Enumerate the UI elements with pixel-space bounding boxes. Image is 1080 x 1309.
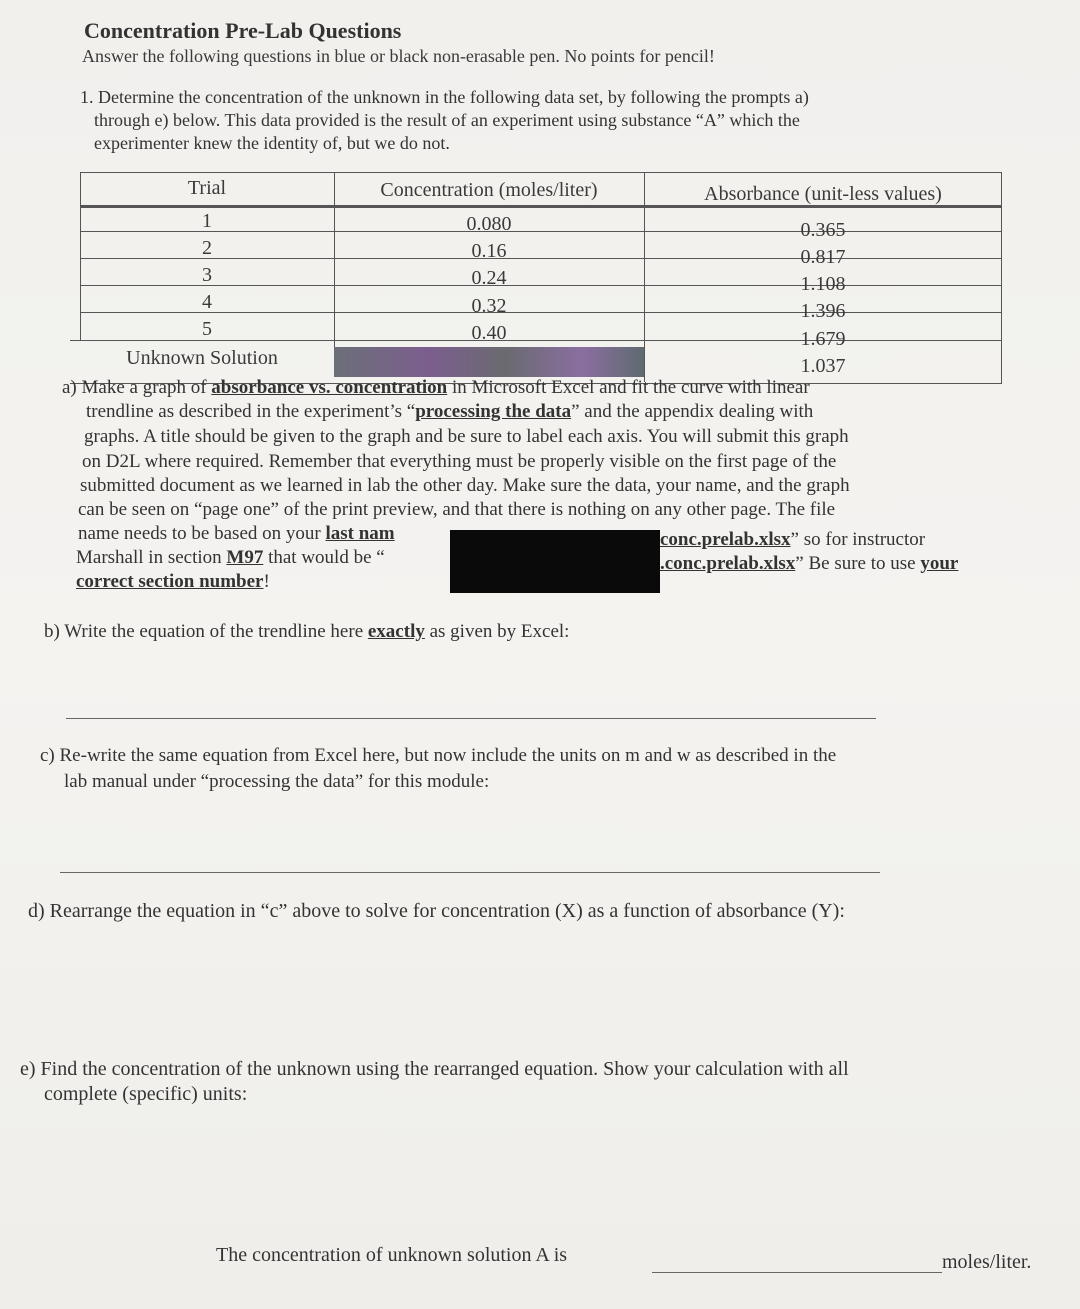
part-c-answer-line[interactable] xyxy=(60,872,880,873)
part-a-line-6: can be seen on “page one” of the print preview, and that there is nothing on any other page. The file xyxy=(78,499,836,520)
trial-cell: 2 xyxy=(202,237,212,259)
trial-cell: 4 xyxy=(202,291,212,313)
final-answer-label: The concentration of unknown solution A is xyxy=(216,1244,568,1266)
part-b-answer-line[interactable] xyxy=(66,718,876,719)
concentration-cell: 0.080 xyxy=(466,213,512,235)
instructions: Answer the following questions in blue or black non-erasable pen. No points for pencil! xyxy=(82,46,715,66)
final-answer-line[interactable] xyxy=(652,1272,942,1273)
absorbance-cell: 0.365 xyxy=(800,219,846,241)
absorbance-cell: 1.396 xyxy=(800,300,846,322)
concentration-cell: 0.40 xyxy=(471,322,507,344)
header-concentration: Concentration (moles/liter) xyxy=(380,179,598,201)
redacted-name-block xyxy=(450,530,660,593)
question-1-line-3: experimenter knew the identity of, but we do not. xyxy=(94,133,450,153)
trial-cell: 3 xyxy=(202,264,212,286)
part-e-line-2: complete (specific) units: xyxy=(44,1083,248,1105)
part-a-line-2: trendline as described in the experiment’s “processing the data” and the appendix dealing with xyxy=(86,401,814,422)
part-c-line-2: lab manual under “processing the data” for this module: xyxy=(64,771,490,792)
part-a-line-8-start: Marshall in section M97 that would be “ xyxy=(76,547,385,568)
unknown-absorbance-cell: 1.037 xyxy=(800,355,846,377)
question-1-line-2: through e) below. This data provided is the result of an experiment using substance “A” which the xyxy=(94,110,800,130)
part-a-line-4: on D2L where required. Remember that everything must be properly visible on the first page of the xyxy=(82,451,837,472)
part-a-line-7-end: conc.prelab.xlsx” so for instructor xyxy=(660,529,926,550)
part-a-line-8-end: .conc.prelab.xlsx” Be sure to use your xyxy=(660,553,959,574)
question-1-line-1: 1. Determine the concentration of the unknown in the following data set, by following the prompts a) xyxy=(80,87,809,107)
final-answer-unit: moles/liter. xyxy=(942,1251,1032,1273)
concentration-cell: 0.32 xyxy=(471,295,507,317)
question-1 xyxy=(80,86,980,155)
unknown-solution-label: Unknown Solution xyxy=(126,347,278,369)
part-b-prompt: b) Write the equation of the trendline here exactly as given by Excel: xyxy=(44,621,570,642)
concentration-cell: 0.24 xyxy=(471,267,507,289)
header-trial: Trial xyxy=(187,177,227,199)
part-c-line-1: c) Re-write the same equation from Excel here, but now include the units on m and w as described in the xyxy=(40,745,837,766)
page-title: Concentration Pre-Lab Questions xyxy=(84,18,402,43)
trial-cell: 5 xyxy=(202,318,212,340)
part-a-line-1: a) Make a graph of absorbance vs. concentration in Microsoft Excel and fit the curve with linear xyxy=(62,377,810,398)
absorbance-cell: 1.108 xyxy=(800,273,846,295)
ink-smudge xyxy=(334,347,644,377)
part-a-line-7-start: name needs to be based on your last nam xyxy=(78,523,395,544)
part-a-line-3: graphs. A title should be given to the graph and be sure to label each axis. You will submit this graph xyxy=(84,426,849,447)
part-d-prompt: d) Rearrange the equation in “c” above to solve for concentration (X) as a function of absorbance (Y): xyxy=(28,900,845,922)
part-a-line-9: correct section number! xyxy=(76,571,270,592)
part-e-line-1: e) Find the concentration of the unknown using the rearranged equation. Show your calculation with all xyxy=(20,1058,849,1080)
absorbance-cell: 0.817 xyxy=(800,246,846,268)
header-absorbance: Absorbance (unit-less values) xyxy=(704,183,942,205)
trial-cell: 1 xyxy=(202,210,212,232)
absorbance-cell: 1.679 xyxy=(800,328,846,350)
concentration-cell: 0.16 xyxy=(471,240,507,262)
part-a-line-5: submitted document as we learned in lab the other day. Make sure the data, your name, and the graph xyxy=(80,475,850,496)
